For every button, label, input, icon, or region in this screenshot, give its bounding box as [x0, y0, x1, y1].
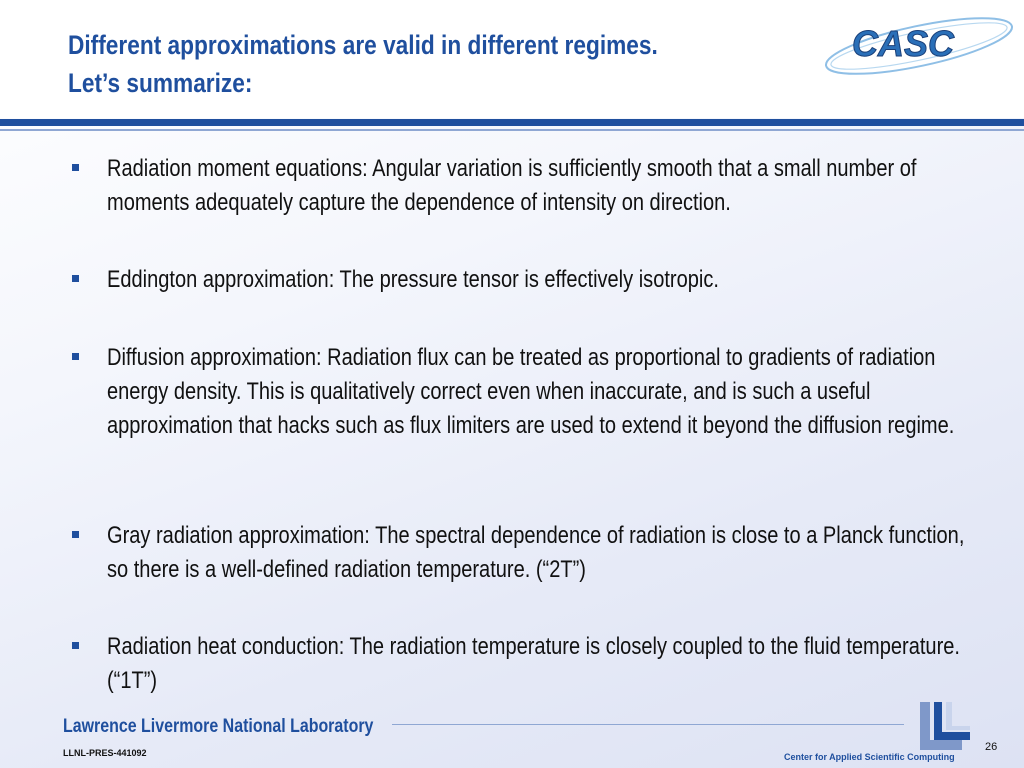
title-line-1: Different approximations are valid in different regimes. — [68, 30, 658, 60]
bullet-text: Eddington approximation: The pressure tensor is effectively isotropic. — [107, 266, 719, 293]
footer-doc-code: LLNL-PRES-441092 — [63, 748, 147, 758]
page-number: 26 — [985, 741, 998, 753]
bullet-text: Radiation heat conduction: The radiation temperature is closely coupled to the fluid temperature. (“1T”) — [107, 633, 960, 694]
bullet-text: Radiation moment equations: Angular variation is sufficiently smooth that a small number of moments adequately capture the dependence of intensity on direction. — [107, 155, 917, 216]
square-bullet-icon — [72, 531, 79, 538]
footer-rule — [392, 724, 904, 725]
llnl-logo — [918, 700, 972, 752]
header-rule — [0, 119, 1024, 126]
slide-title — [68, 26, 658, 102]
header-rule-thin — [0, 129, 1024, 131]
bullet-item — [72, 263, 1024, 297]
square-bullet-icon — [72, 275, 79, 282]
footer-center-name: Center for Applied Scientific Computing — [784, 752, 955, 762]
title-line-2: Let’s summarize: — [68, 68, 253, 98]
square-bullet-icon — [72, 353, 79, 360]
bullet-item — [72, 630, 1024, 698]
slide-header — [0, 0, 1024, 118]
square-bullet-icon — [72, 642, 79, 649]
casc-logo-text: CASC — [852, 23, 955, 64]
bullet-item — [72, 152, 1024, 220]
bullet-item — [72, 519, 1024, 587]
bullet-text: Gray radiation approximation: The spectral dependence of radiation is close to a Planck function, so there is a well-defined radiation temperature. (“2T”) — [107, 522, 965, 583]
footer-lab-name: Lawrence Livermore National Laboratory — [63, 716, 374, 737]
bullet-item — [72, 341, 1024, 443]
square-bullet-icon — [72, 164, 79, 171]
casc-logo — [822, 8, 1022, 82]
bullet-text: Diffusion approximation: Radiation flux can be treated as proportional to gradients of radiation energy density. This is qualitatively correct even when inaccurate, and is such a useful approximation that hacks such as flux limiters are used to extend it beyond the diffusion regime. — [107, 344, 955, 439]
